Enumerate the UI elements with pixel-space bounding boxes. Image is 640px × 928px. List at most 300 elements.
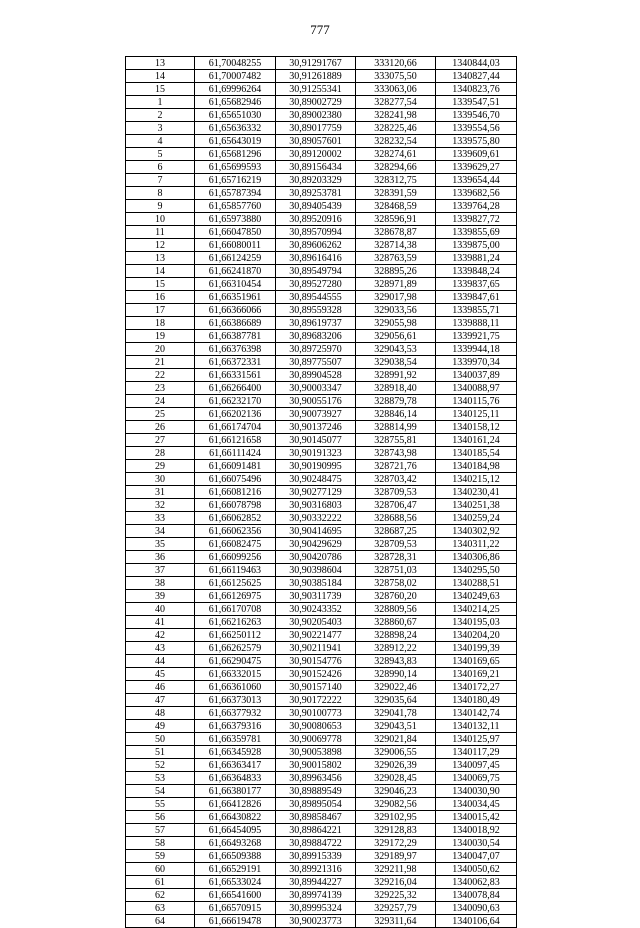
table-cell: 61,66372331 xyxy=(195,356,276,369)
table-cell: 30,89895054 xyxy=(276,798,356,811)
table-cell: 328596,91 xyxy=(356,213,436,226)
table-cell: 329022,46 xyxy=(356,681,436,694)
table-cell: 61,66331561 xyxy=(195,369,276,382)
table-cell: 30,89057601 xyxy=(276,135,356,148)
table-row xyxy=(126,551,517,564)
table-cell: 1340251,38 xyxy=(436,499,517,512)
table-row xyxy=(126,824,517,837)
table-cell: 45 xyxy=(126,668,195,681)
table-cell: 329056,61 xyxy=(356,330,436,343)
table-cell: 61,66126975 xyxy=(195,590,276,603)
table-cell: 30,91291767 xyxy=(276,57,356,70)
table-cell: 61,66379316 xyxy=(195,720,276,733)
table-row xyxy=(126,226,517,239)
table-cell: 64 xyxy=(126,915,195,928)
table-cell: 30,90248475 xyxy=(276,473,356,486)
table-cell: 328918,40 xyxy=(356,382,436,395)
table-cell: 328758,02 xyxy=(356,577,436,590)
table-cell: 1340844,03 xyxy=(436,57,517,70)
table-cell: 61 xyxy=(126,876,195,889)
table-row xyxy=(126,395,517,408)
table-cell: 61,66250112 xyxy=(195,629,276,642)
table-cell: 30,89995324 xyxy=(276,902,356,915)
table-cell: 328943,83 xyxy=(356,655,436,668)
table-row xyxy=(126,278,517,291)
table-cell: 14 xyxy=(126,70,195,83)
table-cell: 329172,29 xyxy=(356,837,436,850)
table-cell: 30,90429629 xyxy=(276,538,356,551)
table-cell: 1339654,44 xyxy=(436,174,517,187)
table-cell: 61,65682946 xyxy=(195,96,276,109)
table-cell: 52 xyxy=(126,759,195,772)
table-cell: 328895,26 xyxy=(356,265,436,278)
table-cell: 24 xyxy=(126,395,195,408)
table-cell: 30,89544555 xyxy=(276,291,356,304)
table-cell: 30,90003347 xyxy=(276,382,356,395)
table-cell: 53 xyxy=(126,772,195,785)
table-cell: 30,89944227 xyxy=(276,876,356,889)
table-cell: 30,90053898 xyxy=(276,746,356,759)
table-cell: 30,89253781 xyxy=(276,187,356,200)
table-cell: 328721,76 xyxy=(356,460,436,473)
table-row xyxy=(126,291,517,304)
table-cell: 329035,64 xyxy=(356,694,436,707)
table-cell: 30,90277129 xyxy=(276,486,356,499)
table-cell: 1340184,98 xyxy=(436,460,517,473)
table-cell: 61,66121658 xyxy=(195,434,276,447)
table-cell: 329128,83 xyxy=(356,824,436,837)
table-row xyxy=(126,486,517,499)
table-cell: 61,66170708 xyxy=(195,603,276,616)
table-cell: 36 xyxy=(126,551,195,564)
table-cell: 1340172,27 xyxy=(436,681,517,694)
table-cell: 17 xyxy=(126,304,195,317)
table-cell: 61,66174704 xyxy=(195,421,276,434)
table-cell: 61,66047850 xyxy=(195,226,276,239)
table-row xyxy=(126,213,517,226)
table-cell: 13 xyxy=(126,57,195,70)
table-cell: 30,89405439 xyxy=(276,200,356,213)
table-cell: 30,89120002 xyxy=(276,148,356,161)
table-cell: 1340214,25 xyxy=(436,603,517,616)
table-cell: 59 xyxy=(126,850,195,863)
table-cell: 1340259,24 xyxy=(436,512,517,525)
table-row xyxy=(126,655,517,668)
table-cell: 328990,14 xyxy=(356,668,436,681)
table-row xyxy=(126,564,517,577)
table-cell: 61,66570915 xyxy=(195,902,276,915)
table-row xyxy=(126,239,517,252)
table-cell: 328274,61 xyxy=(356,148,436,161)
table-cell: 333075,50 xyxy=(356,70,436,83)
table-row xyxy=(126,590,517,603)
table-cell: 30,90055176 xyxy=(276,395,356,408)
table-row xyxy=(126,577,517,590)
table-cell: 31 xyxy=(126,486,195,499)
table-row xyxy=(126,96,517,109)
table-cell: 27 xyxy=(126,434,195,447)
table-cell: 1340311,22 xyxy=(436,538,517,551)
table-cell: 328809,56 xyxy=(356,603,436,616)
table-row xyxy=(126,642,517,655)
table-cell: 61,66062356 xyxy=(195,525,276,538)
table-row xyxy=(126,434,517,447)
table-row xyxy=(126,330,517,343)
table-cell: 1340125,97 xyxy=(436,733,517,746)
table-cell: 30,90073927 xyxy=(276,408,356,421)
table-cell: 30,89203329 xyxy=(276,174,356,187)
table-cell: 8 xyxy=(126,187,195,200)
table-cell: 41 xyxy=(126,616,195,629)
table-cell: 1340823,76 xyxy=(436,83,517,96)
table-row xyxy=(126,733,517,746)
table-cell: 61,66262579 xyxy=(195,642,276,655)
table-cell: 55 xyxy=(126,798,195,811)
table-cell: 1340827,44 xyxy=(436,70,517,83)
table-cell: 15 xyxy=(126,83,195,96)
table-cell: 30,90385184 xyxy=(276,577,356,590)
table-cell: 1340161,24 xyxy=(436,434,517,447)
table-cell: 328814,99 xyxy=(356,421,436,434)
table-cell: 61,65787394 xyxy=(195,187,276,200)
table-row xyxy=(126,473,517,486)
table-cell: 3 xyxy=(126,122,195,135)
table-cell: 1340158,12 xyxy=(436,421,517,434)
table-row xyxy=(126,876,517,889)
table-cell: 1339847,61 xyxy=(436,291,517,304)
table-cell: 1340078,84 xyxy=(436,889,517,902)
table-row xyxy=(126,837,517,850)
table-cell: 1340106,64 xyxy=(436,915,517,928)
table-cell: 1340047,07 xyxy=(436,850,517,863)
table-row xyxy=(126,798,517,811)
table-cell: 328468,59 xyxy=(356,200,436,213)
table-cell: 32 xyxy=(126,499,195,512)
table-cell: 61,66430822 xyxy=(195,811,276,824)
table-row xyxy=(126,460,517,473)
table-cell: 328846,14 xyxy=(356,408,436,421)
table-row xyxy=(126,694,517,707)
table-cell: 30,90191323 xyxy=(276,447,356,460)
table-cell: 1340015,42 xyxy=(436,811,517,824)
table-cell: 328678,87 xyxy=(356,226,436,239)
table-cell: 1339827,72 xyxy=(436,213,517,226)
table-cell: 30,90311739 xyxy=(276,590,356,603)
table-cell: 61,66373013 xyxy=(195,694,276,707)
table-cell: 61,66332015 xyxy=(195,668,276,681)
coordinates-table xyxy=(125,56,517,928)
table-row xyxy=(126,785,517,798)
table-cell: 329006,55 xyxy=(356,746,436,759)
table-cell: 30,90190995 xyxy=(276,460,356,473)
table-cell: 30,90205403 xyxy=(276,616,356,629)
table-cell: 61,65857760 xyxy=(195,200,276,213)
table-cell: 30,90157140 xyxy=(276,681,356,694)
table-cell: 61,66081216 xyxy=(195,486,276,499)
table-row xyxy=(126,915,517,928)
table-cell: 1 xyxy=(126,96,195,109)
table-cell: 1339554,56 xyxy=(436,122,517,135)
table-cell: 1340097,45 xyxy=(436,759,517,772)
table-cell: 1340090,63 xyxy=(436,902,517,915)
table-cell: 1339875,00 xyxy=(436,239,517,252)
table-cell: 1339970,34 xyxy=(436,356,517,369)
table-row xyxy=(126,720,517,733)
table-row xyxy=(126,889,517,902)
table-cell: 61,65651030 xyxy=(195,109,276,122)
table-cell: 1340185,54 xyxy=(436,447,517,460)
table-cell: 16 xyxy=(126,291,195,304)
table-cell: 23 xyxy=(126,382,195,395)
table-row xyxy=(126,200,517,213)
table-cell: 61,66380177 xyxy=(195,785,276,798)
table-row xyxy=(126,83,517,96)
table-row xyxy=(126,70,517,83)
coordinates-table-body xyxy=(126,57,517,928)
table-cell: 30,90145077 xyxy=(276,434,356,447)
table-row xyxy=(126,421,517,434)
table-row xyxy=(126,109,517,122)
table-cell: 49 xyxy=(126,720,195,733)
table-cell: 333120,66 xyxy=(356,57,436,70)
table-cell: 61,66078798 xyxy=(195,499,276,512)
table-cell: 1339682,56 xyxy=(436,187,517,200)
table-cell: 61,66364833 xyxy=(195,772,276,785)
table-cell: 30,90414695 xyxy=(276,525,356,538)
table-cell: 329021,84 xyxy=(356,733,436,746)
table-row xyxy=(126,512,517,525)
table-cell: 328763,59 xyxy=(356,252,436,265)
table-row xyxy=(126,746,517,759)
table-cell: 329041,78 xyxy=(356,707,436,720)
table-cell: 30,90023773 xyxy=(276,915,356,928)
table-row xyxy=(126,538,517,551)
table-cell: 329311,64 xyxy=(356,915,436,928)
table-cell: 1339547,51 xyxy=(436,96,517,109)
table-cell: 43 xyxy=(126,642,195,655)
table-cell: 47 xyxy=(126,694,195,707)
table-cell: 61,66091481 xyxy=(195,460,276,473)
table-cell: 328728,31 xyxy=(356,551,436,564)
table-cell: 328709,53 xyxy=(356,486,436,499)
table-cell: 7 xyxy=(126,174,195,187)
table-cell: 328760,20 xyxy=(356,590,436,603)
table-cell: 61,66124259 xyxy=(195,252,276,265)
table-row xyxy=(126,902,517,915)
table-cell: 39 xyxy=(126,590,195,603)
table-cell: 30,90332222 xyxy=(276,512,356,525)
table-cell: 61,66290475 xyxy=(195,655,276,668)
table-cell: 328751,03 xyxy=(356,564,436,577)
table-cell: 30,89559328 xyxy=(276,304,356,317)
table-row xyxy=(126,629,517,642)
table-cell: 329038,54 xyxy=(356,356,436,369)
table-cell: 329257,79 xyxy=(356,902,436,915)
table-cell: 1340132,11 xyxy=(436,720,517,733)
table-cell: 1339881,24 xyxy=(436,252,517,265)
table-cell: 329043,53 xyxy=(356,343,436,356)
table-cell: 328912,22 xyxy=(356,642,436,655)
table-row xyxy=(126,668,517,681)
table-cell: 1339855,71 xyxy=(436,304,517,317)
table-cell: 61,66533024 xyxy=(195,876,276,889)
table-cell: 61,66345928 xyxy=(195,746,276,759)
table-cell: 5 xyxy=(126,148,195,161)
table-row xyxy=(126,304,517,317)
table-cell: 21 xyxy=(126,356,195,369)
table-cell: 1340288,51 xyxy=(436,577,517,590)
table-cell: 37 xyxy=(126,564,195,577)
table-cell: 1339609,61 xyxy=(436,148,517,161)
table-cell: 328714,38 xyxy=(356,239,436,252)
table-cell: 30,89904528 xyxy=(276,369,356,382)
table-cell: 30,90152426 xyxy=(276,668,356,681)
table-cell: 30,89858467 xyxy=(276,811,356,824)
table-cell: 329055,98 xyxy=(356,317,436,330)
table-cell: 329028,45 xyxy=(356,772,436,785)
table-row xyxy=(126,408,517,421)
table-cell: 40 xyxy=(126,603,195,616)
table-cell: 328706,47 xyxy=(356,499,436,512)
table-cell: 30,90080653 xyxy=(276,720,356,733)
table-cell: 329189,97 xyxy=(356,850,436,863)
table-cell: 30,89002729 xyxy=(276,96,356,109)
table-cell: 1339764,28 xyxy=(436,200,517,213)
table-cell: 30,89619737 xyxy=(276,317,356,330)
table-cell: 22 xyxy=(126,369,195,382)
table-cell: 61,65716219 xyxy=(195,174,276,187)
table-row xyxy=(126,135,517,148)
table-cell: 61,66454095 xyxy=(195,824,276,837)
table-cell: 30,89683206 xyxy=(276,330,356,343)
table-cell: 30,90069778 xyxy=(276,733,356,746)
table-row xyxy=(126,265,517,278)
table-cell: 1340169,21 xyxy=(436,668,517,681)
table-cell: 328860,67 xyxy=(356,616,436,629)
table-cell: 1340034,45 xyxy=(436,798,517,811)
table-cell: 11 xyxy=(126,226,195,239)
table-cell: 30,91255341 xyxy=(276,83,356,96)
table-cell: 13 xyxy=(126,252,195,265)
table-cell: 328703,42 xyxy=(356,473,436,486)
table-cell: 328688,56 xyxy=(356,512,436,525)
table-cell: 61,66216263 xyxy=(195,616,276,629)
table-cell: 28 xyxy=(126,447,195,460)
table-cell: 61,66412826 xyxy=(195,798,276,811)
table-cell: 29 xyxy=(126,460,195,473)
table-cell: 328991,92 xyxy=(356,369,436,382)
table-cell: 61,70007482 xyxy=(195,70,276,83)
table-cell: 30,89002380 xyxy=(276,109,356,122)
table-cell: 61,66232170 xyxy=(195,395,276,408)
table-cell: 1340169,65 xyxy=(436,655,517,668)
table-cell: 30,90100773 xyxy=(276,707,356,720)
table-cell: 328898,24 xyxy=(356,629,436,642)
table-cell: 30,90172222 xyxy=(276,694,356,707)
table-cell: 329225,32 xyxy=(356,889,436,902)
table-cell: 328294,66 xyxy=(356,161,436,174)
table-cell: 61,66082475 xyxy=(195,538,276,551)
table-cell: 333063,06 xyxy=(356,83,436,96)
table-cell: 30,89520916 xyxy=(276,213,356,226)
table-cell: 30,89570994 xyxy=(276,226,356,239)
table-row xyxy=(126,499,517,512)
table-cell: 1340062,83 xyxy=(436,876,517,889)
table-cell: 61,66359781 xyxy=(195,733,276,746)
table-cell: 57 xyxy=(126,824,195,837)
table-cell: 30,89864221 xyxy=(276,824,356,837)
table-cell: 30,90015802 xyxy=(276,759,356,772)
table-cell: 329046,23 xyxy=(356,785,436,798)
table-cell: 1340302,92 xyxy=(436,525,517,538)
table-cell: 30,90211941 xyxy=(276,642,356,655)
table-row xyxy=(126,616,517,629)
table-cell: 1340142,74 xyxy=(436,707,517,720)
table-row xyxy=(126,317,517,330)
table-cell: 30,89775507 xyxy=(276,356,356,369)
table-cell: 14 xyxy=(126,265,195,278)
table-cell: 328687,25 xyxy=(356,525,436,538)
table-cell: 46 xyxy=(126,681,195,694)
table-cell: 329026,39 xyxy=(356,759,436,772)
table-row xyxy=(126,57,517,70)
table-cell: 1340115,76 xyxy=(436,395,517,408)
table-row xyxy=(126,343,517,356)
table-cell: 48 xyxy=(126,707,195,720)
table-cell: 2 xyxy=(126,109,195,122)
table-cell: 61,66619478 xyxy=(195,915,276,928)
table-cell: 30,89606262 xyxy=(276,239,356,252)
table-cell: 38 xyxy=(126,577,195,590)
table-cell: 30,90316803 xyxy=(276,499,356,512)
table-cell: 33 xyxy=(126,512,195,525)
table-cell: 61,66541600 xyxy=(195,889,276,902)
table-cell: 58 xyxy=(126,837,195,850)
table-cell: 1340050,62 xyxy=(436,863,517,876)
table-cell: 1340249,63 xyxy=(436,590,517,603)
table-cell: 12 xyxy=(126,239,195,252)
table-cell: 328743,98 xyxy=(356,447,436,460)
table-cell: 44 xyxy=(126,655,195,668)
table-row xyxy=(126,772,517,785)
table-row xyxy=(126,525,517,538)
table-cell: 1340295,50 xyxy=(436,564,517,577)
table-cell: 63 xyxy=(126,902,195,915)
table-cell: 61,65636332 xyxy=(195,122,276,135)
table-cell: 1340125,11 xyxy=(436,408,517,421)
table-cell: 15 xyxy=(126,278,195,291)
table-cell: 30,89017759 xyxy=(276,122,356,135)
table-cell: 1339575,80 xyxy=(436,135,517,148)
table-cell: 1339921,75 xyxy=(436,330,517,343)
table-row xyxy=(126,382,517,395)
table-cell: 30,90137246 xyxy=(276,421,356,434)
table-cell: 30,89725970 xyxy=(276,343,356,356)
table-cell: 1340018,92 xyxy=(436,824,517,837)
table-cell: 1340199,39 xyxy=(436,642,517,655)
table-cell: 1340037,89 xyxy=(436,369,517,382)
table-cell: 61,66529191 xyxy=(195,863,276,876)
table-cell: 1340306,86 xyxy=(436,551,517,564)
table-cell: 61,66202136 xyxy=(195,408,276,421)
table-cell: 1340180,49 xyxy=(436,694,517,707)
table-cell: 1340030,90 xyxy=(436,785,517,798)
table-cell: 1340230,41 xyxy=(436,486,517,499)
table-cell: 30,89921316 xyxy=(276,863,356,876)
table-cell: 328241,98 xyxy=(356,109,436,122)
table-cell: 61,66310454 xyxy=(195,278,276,291)
table-cell: 61,66509388 xyxy=(195,850,276,863)
